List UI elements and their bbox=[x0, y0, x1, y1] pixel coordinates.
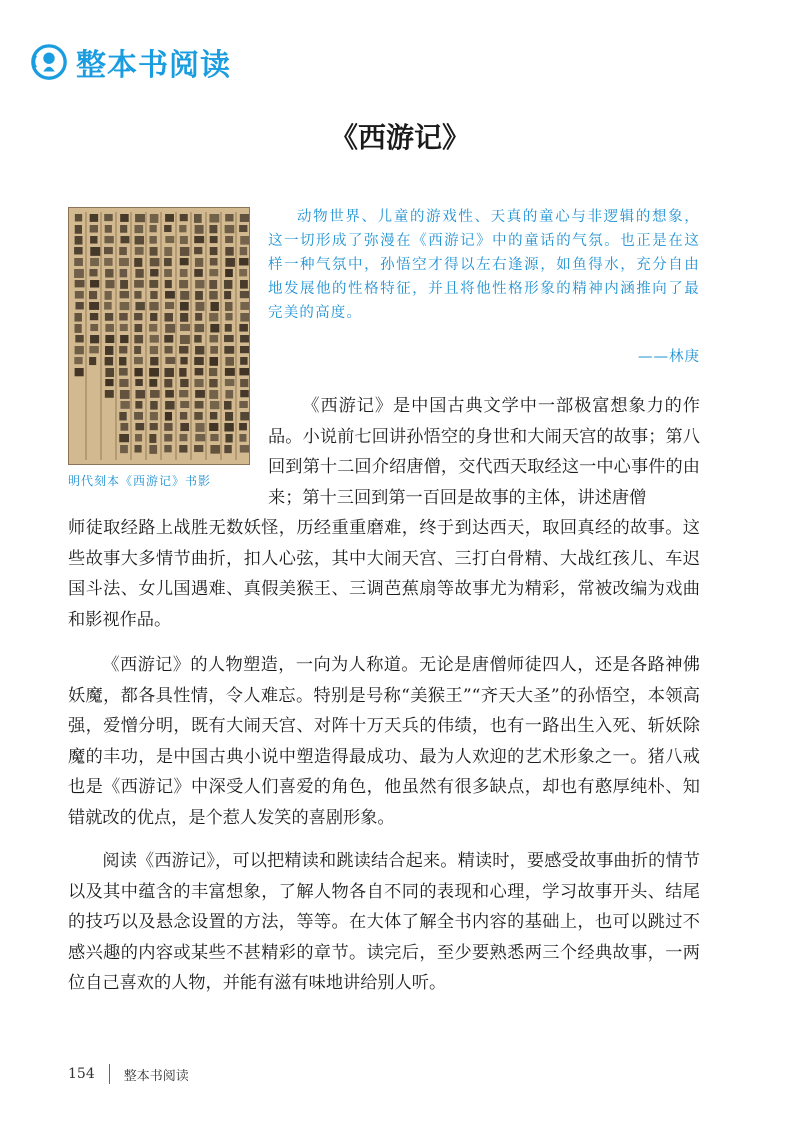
paragraph-3: 阅读《西游记》，可以把精读和跳读结合起来。精读时，要感受故事曲折的情节以及其中蕴含的丰富想象，了解人物各自不同的表现和心理，学习故事开头、结尾的技巧以及悬念设置的方法，等等。在大体了解全书内容的基础上，也可以跳过不感兴趣的内容或某些不甚精彩的章节。读完后，至少要熟悉两三个经典故事，一两位自己喜欢的人物，并能有滋有味地讲给别人听。 bbox=[68, 851, 700, 993]
section-title: 整本书阅读 bbox=[76, 48, 231, 83]
woodblock-print-page-image bbox=[68, 207, 250, 465]
paragraph-1-bottom: 师徒取经路上战胜无数妖怪，历经重重磨难，终于到达西天，取回真经的故事。这些故事大多情节曲折，扣人心弦，其中大闹天宫、三打白骨精、大战红孩儿、车迟国斗法、女儿国遇难、真假美猴王、三调芭蕉扇等故事尤为精彩，常被改编为戏曲和影视作品。 bbox=[68, 518, 700, 630]
paragraph-2: 《西游记》的人物塑造，一向为人称道。无论是唐僧师徒四人，还是各路神佛妖魔，都各具性情，令人难忘。特别是号称“美猴王”“齐天大圣”的孙悟空，本领高强，爱憎分明，既有大闹天宫、对阵十万天兵的伟绩，也有一路出生入死、斩妖除魔的丰功，是中国古典小说中塑造得最成功、最为人欢迎的艺术形象之一。猪八戒也是《西游记》中深受人们喜爱的角色，他虽然有很多缺点，却也有憨厚纯朴、知错就改的优点，是个惹人发笑的喜剧形象。 bbox=[68, 655, 700, 828]
footer-divider bbox=[109, 1064, 110, 1084]
page-footer bbox=[68, 1062, 189, 1086]
page-number: 154 bbox=[68, 1066, 95, 1082]
book-figure bbox=[68, 207, 250, 465]
paragraph-1-top: 《西游记》是中国古典文学中一部极富想象力的作品。小说前七回讲孙悟空的身世和大闹天宫的故事；第八回到第十二回介绍唐僧，交代西天取经这一中心事件的由来；第十三回到第一百回是故事的主体，讲述唐僧 bbox=[268, 396, 700, 508]
reading-keyhole-icon bbox=[30, 43, 68, 81]
section-header bbox=[30, 42, 231, 82]
epigraph-quote: 动物世界、儿童的游戏性、天真的童心与非逻辑的想象，这一切形成了弥漫在《西游记》中的童话的气氛。也正是在这样一种气氛中，孙悟空才得以左右逢源，如鱼得水，充分自由地发展他的性格特征，并且将他性格形象的精神内涵推向了最完美的高度。 bbox=[268, 209, 700, 321]
figure-caption: 明代刻本《西游记》书影 bbox=[68, 474, 212, 488]
footer-section: 整本书阅读 bbox=[123, 1068, 189, 1084]
book-title: 《西游记》 bbox=[329, 121, 470, 154]
epigraph-author: ——林庚 bbox=[638, 349, 700, 365]
